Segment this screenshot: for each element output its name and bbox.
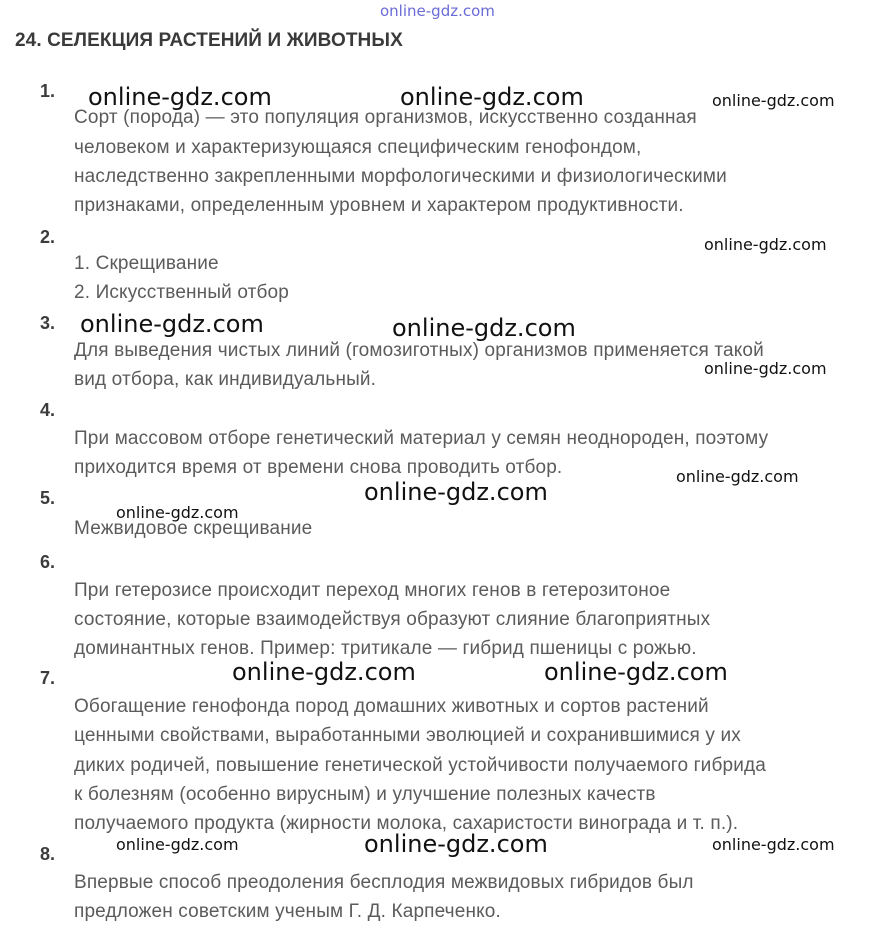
watermark: online-gdz.com xyxy=(116,835,239,854)
answer-1-line-1: Сорт (порода) — это популяция организмов, искусственно созданная xyxy=(74,107,697,128)
watermark: online-gdz.com xyxy=(704,359,827,378)
answer-number-7: 7. xyxy=(40,668,56,688)
answer-7-line-5: получаемого продукта (жирности молока, сахаристости винограда и т. п.). xyxy=(74,813,739,834)
page-title: 24. СЕЛЕКЦИЯ РАСТЕНИЙ И ЖИВОТНЫХ xyxy=(15,30,403,51)
answer-6-line-2: состояние, которые взаимодействуя образуют слияние благоприятных xyxy=(74,609,711,630)
answer-4-line-2: приходится время от времени снова проводить отбор. xyxy=(74,457,563,478)
answer-7-line-2: ценными свойствами, выработанными эволюцией и сохранившимися у их xyxy=(74,725,741,746)
watermark: online-gdz.com xyxy=(232,658,416,686)
answer-6-line-1: При гетерозисе происходит переход многих генов в гетерозитоное xyxy=(74,580,671,601)
answer-2-line-2: 2. Искусственный отбор xyxy=(74,282,289,303)
watermark: online-gdz.com xyxy=(400,83,584,111)
watermark: online-gdz.com xyxy=(712,835,835,854)
answer-2-line-1: 1. Скрещивание xyxy=(74,253,219,274)
answer-1-line-3: наследственно закрепленными морфологическими и физиологическими xyxy=(74,166,727,187)
watermark: online-gdz.com xyxy=(364,830,548,858)
answer-5-line-1: Межвидовое скрещивание xyxy=(74,518,313,539)
watermark: online-gdz.com xyxy=(364,478,548,506)
answer-1-line-4: признаками, определенным уровнем и характером продуктивности. xyxy=(74,195,684,216)
answer-7-line-1: Обогащение генофонда пород домашних животных и сортов растений xyxy=(74,696,709,717)
answer-number-2: 2. xyxy=(40,227,56,247)
answer-8-line-2: предложен советским ученым Г. Д. Карпеченко. xyxy=(74,901,501,922)
answer-number-5: 5. xyxy=(40,488,56,508)
watermark: online-gdz.com xyxy=(88,83,272,111)
answer-number-1: 1. xyxy=(40,81,56,101)
answer-number-3: 3. xyxy=(40,313,56,333)
watermark: online-gdz.com xyxy=(712,91,835,110)
answer-number-8: 8. xyxy=(40,844,56,864)
answer-number-4: 4. xyxy=(40,400,56,420)
answer-3-line-2: вид отбора, как индивидуальный. xyxy=(74,369,377,390)
watermark: online-gdz.com xyxy=(116,503,239,522)
answer-8-line-1: Впервые способ преодоления бесплодия межвидовых гибридов был xyxy=(74,872,694,893)
answer-1-line-2: человеком и характеризующаяся специфическим генофондом, xyxy=(74,137,642,158)
watermark: online-gdz.com xyxy=(544,658,728,686)
answer-number-6: 6. xyxy=(40,552,56,572)
answer-7-line-4: к болезням (особенно вирусным) и улучшение полезных качеств xyxy=(74,784,656,805)
answer-7-line-3: диких родичей, повышение генетической устойчивости получаемого гибрида xyxy=(74,755,766,776)
watermark: online-gdz.com xyxy=(704,235,827,254)
watermark-top: online-gdz.com xyxy=(380,2,495,20)
watermark: online-gdz.com xyxy=(392,314,576,342)
watermark: online-gdz.com xyxy=(676,467,799,486)
watermark: online-gdz.com xyxy=(80,310,264,338)
answer-3-line-1: Для выведения чистых линий (гомозиготных) организмов применяется такой xyxy=(74,340,764,361)
answer-6-line-3: доминантных генов. Пример: тритикале — гибрид пшеницы с рожью. xyxy=(74,638,697,659)
answer-4-line-1: При массовом отборе генетический материал у семян неоднороден, поэтому xyxy=(74,428,769,449)
